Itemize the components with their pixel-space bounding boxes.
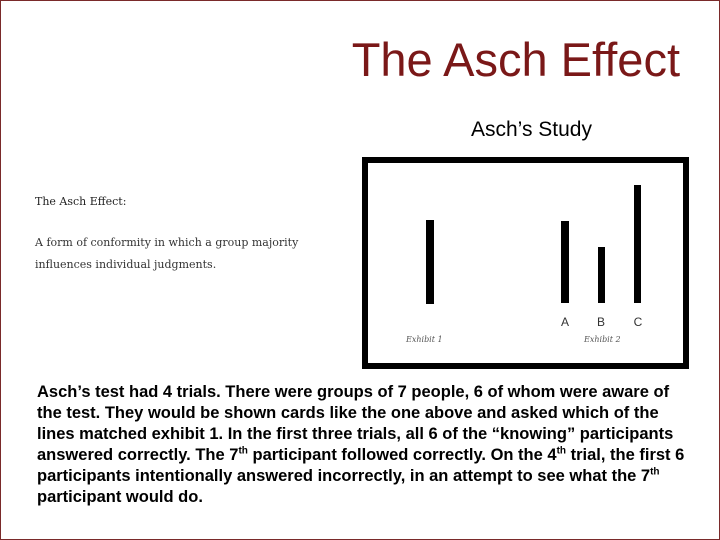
line-label-a: A (560, 315, 570, 329)
body-part-3: trial, the first 6 participants intentionally answered incorrectly, in an attempt to see what the 7 (37, 446, 685, 485)
line-b (598, 247, 605, 303)
exhibit-2-label: Exhibit 2 (584, 335, 621, 344)
exhibit-figure-svg (368, 163, 683, 363)
body-part-2: participant followed correctly. On the 4 (247, 446, 557, 464)
definition-text: A form of conformity in which a group majority influences individual judgments. (35, 236, 299, 271)
definition-heading: The Asch Effect: (35, 195, 127, 208)
line-c (634, 185, 641, 303)
body-part-4: participant would do. (37, 488, 203, 506)
exhibit-1-line (426, 220, 434, 304)
body-paragraph (37, 382, 697, 508)
line-a (561, 221, 569, 303)
slide-title: The Asch Effect (351, 33, 680, 86)
exhibit-1-label: Exhibit 1 (406, 335, 443, 344)
line-label-c: C (633, 315, 643, 329)
body-sup-2: th (556, 445, 567, 457)
exhibit-figure (362, 157, 689, 369)
body-sup-3: th (650, 466, 660, 478)
slide-subtitle: Asch’s Study (470, 118, 592, 141)
body-part-1: Asch’s test had 4 trials. There were groups of 7 people, 6 of whom were aware of the test. They would be shown cards like the one above and asked which of the lines matched exhibit 1. In the first three trials, all 6 of the “knowing” participants answered correctly. The 7 (37, 383, 674, 464)
body-sup-1: th (238, 445, 248, 457)
line-label-b: B (596, 315, 606, 329)
